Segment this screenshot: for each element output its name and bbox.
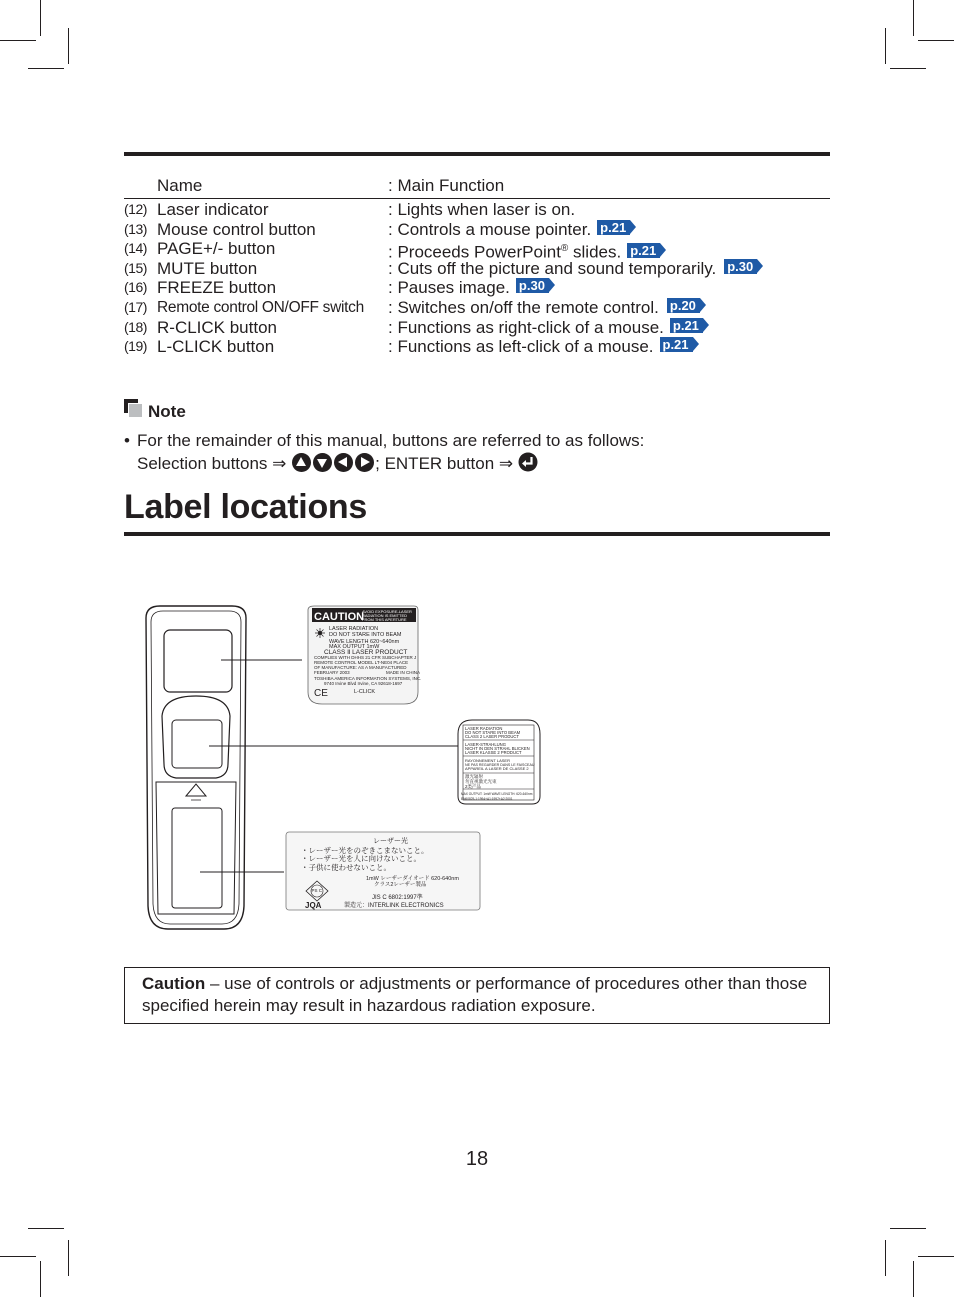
crop-mark (68, 28, 69, 64)
svg-text:2类产品: 2类产品 (465, 784, 482, 789)
crop-mark (918, 40, 954, 41)
section-rule (124, 532, 830, 536)
row-name: PAGE+/- button (157, 239, 276, 259)
svg-text:CLASS Ⅱ LASER PRODUCT: CLASS Ⅱ LASER PRODUCT (324, 649, 408, 656)
svg-text:REMOTE CONTROL MODEL LT-NE04: REMOTE CONTROL MODEL LT-NE04 PLACE (314, 660, 409, 665)
crop-mark (40, 0, 41, 36)
crop-mark (890, 68, 926, 69)
crop-mark (40, 1261, 41, 1297)
page-ref-link[interactable]: p.30 (516, 278, 549, 293)
crop-mark (890, 1228, 926, 1229)
note-title: Note (148, 402, 186, 421)
page-ref-link[interactable]: p.20 (667, 298, 700, 313)
crop-mark (68, 1240, 69, 1276)
laser-radiation-label (458, 720, 540, 804)
selection-buttons-text: Selection buttons ⇒ (137, 454, 287, 473)
svg-text:JIS C 6802:1997準: JIS C 6802:1997準 (372, 895, 423, 901)
row-name: MUTE button (157, 258, 258, 278)
page-number: 18 (465, 1148, 489, 1170)
svg-text:RADIATION IS EMITTED: RADIATION IS EMITTED (362, 613, 408, 618)
enter-button-icon (518, 452, 538, 472)
crop-mark (28, 1228, 64, 1229)
row-name: Laser indicator (157, 200, 269, 219)
note-bullet: • (124, 431, 130, 450)
svg-text:TOSHIBA AMERICA INFORMATION SY: TOSHIBA AMERICA INFORMATION SYSTEMS, INC. (314, 676, 422, 681)
row-name: L-CLICK button (157, 337, 275, 357)
svg-text:LASER RADIATION: LASER RADIATION (329, 626, 379, 632)
svg-text:LASER RADIATION: LASER RADIATION (465, 726, 503, 731)
note-icon (124, 399, 142, 417)
svg-text:COMPLIES WITH DHHS 21 CFR SUBC: COMPLIES WITH DHHS 21 CFR SUBCHAPTER J (314, 655, 417, 660)
table-row (124, 318, 830, 338)
svg-text:EN60825-1:1994+A1:1997+A2:2001: EN60825-1:1994+A1:1997+A2:2001 (461, 797, 513, 801)
page-ref-link[interactable]: p.21 (660, 337, 693, 352)
row-function: : Switches on/off the remote control. p.20 (388, 298, 700, 318)
right-button-icon (355, 453, 374, 472)
row-function: : Pauses image. p.30 (388, 278, 549, 298)
svg-text:・子供に使わせないこと。: ・子供に使わせないこと。 (301, 863, 391, 872)
svg-text:APPAREIL A LASER DE CLASSE 2: APPAREIL A LASER DE CLASSE 2 (465, 766, 529, 771)
svg-text:LASER-STRAHLUNG: LASER-STRAHLUNG (465, 742, 506, 747)
svg-text:MADE IN CHINA: MADE IN CHINA (386, 670, 421, 675)
crop-mark (885, 28, 886, 64)
row-number: (13) (124, 220, 147, 237)
svg-text:CLASS 2 LASER PRODUCT: CLASS 2 LASER PRODUCT (465, 734, 519, 739)
svg-text:・レーザー光をのぞきこまないこと。: ・レーザー光をのぞきこまないこと。 (301, 846, 429, 855)
crop-mark (28, 68, 64, 69)
svg-text:勿直视激光光束: 勿直视激光光束 (465, 779, 497, 784)
header-name: Name (157, 176, 203, 195)
crop-mark (913, 0, 914, 36)
row-function: : Functions as left-click of a mouse. p.21 (388, 337, 693, 357)
table-row (124, 259, 830, 279)
remote-control-back (146, 606, 246, 929)
caution-text: Caution – use of controls or adjustments or performance of procedures other than those specified herein may result in hazardous radiation exposure. (142, 974, 808, 1015)
row-number: (12) (124, 201, 147, 217)
svg-text:激光辐射: 激光辐射 (465, 774, 483, 779)
table-row (124, 239, 830, 262)
ce-mark: CE (314, 688, 328, 699)
row-name: Remote control ON/OFF switch (157, 298, 364, 316)
crop-mark (913, 1261, 914, 1297)
svg-text:WAVE LENGTH 620~640nm: WAVE LENGTH 620~640nm (329, 639, 400, 645)
laser-warning-icon (315, 628, 325, 638)
left-button-icon (334, 453, 353, 472)
row-function: : Proceeds PowerPoint® slides. p.21 (388, 239, 660, 262)
function-table (124, 200, 830, 357)
svg-text:AVOID EXPOSURE-LASER: AVOID EXPOSURE-LASER (362, 609, 412, 614)
svg-text:FEBRUARY 2003: FEBRUARY 2003 (314, 670, 350, 675)
svg-text:MAX OUTPUT 1mW: MAX OUTPUT 1mW (329, 644, 380, 650)
svg-text:NE PAS REGARDER DANS LE FAISCE: NE PAS REGARDER DANS LE FAISCEAU (465, 763, 535, 767)
page-ref-link[interactable]: p.21 (627, 243, 660, 258)
svg-text:RAYONNEMENT LASER: RAYONNEMENT LASER (465, 758, 510, 763)
row-number: (15) (124, 259, 147, 276)
down-button-icon (313, 453, 332, 472)
svg-text:FROM THIS APERTURE: FROM THIS APERTURE (362, 617, 407, 622)
row-number: (17) (124, 298, 147, 315)
svg-text:DO NOT STARE INTO BEAM: DO NOT STARE INTO BEAM (329, 632, 402, 638)
svg-text:製造元：INTERLINK ELECTRONICS: 製造元：INTERLINK ELECTRONICS (344, 903, 444, 909)
svg-text:MAX OUTPUT: 1mW WAVE LENGTH: 6: MAX OUTPUT: 1mW WAVE LENGTH: 620-640nm (461, 792, 533, 796)
svg-text:・レーザー光を人に向けないこと。: ・レーザー光を人に向けないこと。 (301, 854, 421, 863)
note-line-1: For the remainder of this manual, buttons are referred to as follows: (137, 431, 645, 450)
page-ref-link[interactable]: p.21 (597, 220, 630, 235)
crop-mark (0, 40, 36, 41)
up-button-icon (292, 453, 311, 472)
page-ref-link[interactable]: p.30 (724, 259, 757, 274)
row-name: FREEZE button (157, 278, 277, 298)
svg-text:L-CLICK: L-CLICK (354, 689, 376, 695)
svg-text:PS C: PS C (311, 888, 323, 893)
svg-text:NICHT IN DEN STRAHL BLICKEN: NICHT IN DEN STRAHL BLICKEN (465, 746, 530, 751)
jis-laser-label (286, 832, 480, 910)
row-function: : Controls a mouse pointer. p.21 (388, 220, 630, 240)
row-name: R-CLICK button (157, 317, 277, 337)
table-header (124, 176, 830, 199)
crop-mark (885, 1240, 886, 1276)
label-locations-diagram (124, 596, 554, 936)
svg-text:DO NOT STARE INTO BEAM: DO NOT STARE INTO BEAM (465, 730, 521, 735)
page-ref-link[interactable]: p.21 (670, 318, 703, 333)
svg-text:CAUTION: CAUTION (314, 611, 365, 623)
row-function: : Lights when laser is on. (388, 200, 576, 219)
table-row (124, 220, 830, 240)
crop-mark (0, 1256, 36, 1257)
table-top-rule (124, 152, 830, 156)
crop-mark (918, 1256, 954, 1257)
svg-text:レーザー光: レーザー光 (373, 838, 408, 845)
jqa-logo: JQA (305, 901, 322, 910)
row-name: Mouse control button (157, 219, 316, 239)
svg-text:LASER KLASSE 2 PRODUCT: LASER KLASSE 2 PRODUCT (465, 750, 522, 755)
table-row (124, 278, 830, 298)
table-row (124, 337, 830, 357)
row-number: (16) (124, 279, 147, 296)
svg-text:9740 Irvine Blvd Irvine, CA 92: 9740 Irvine Blvd Irvine, CA 92618-1697 (324, 681, 403, 686)
table-row (124, 200, 830, 220)
row-function: : Functions as right-click of a mouse. p.21 (388, 318, 703, 338)
row-function: : Cuts off the picture and sound temporarily. p.30 (388, 259, 757, 279)
row-number: (19) (124, 338, 147, 355)
row-number: (14) (124, 240, 147, 257)
header-function: : Main Function (388, 176, 505, 195)
svg-text:クラス2レーザー製品: クラス2レーザー製品 (374, 882, 427, 888)
svg-text:OF MANUFACTURE: AS A MANUFACTU: OF MANUFACTURE: AS A MANUFACTURED (314, 665, 407, 670)
caution-box (124, 967, 830, 1024)
table-row (124, 298, 830, 318)
svg-text:1mW レーザーダイオード 620-640nm: 1mW レーザーダイオード 620-640nm (366, 876, 459, 882)
note-line-2 (137, 452, 538, 474)
section-title: Label locations (124, 488, 367, 526)
enter-button-text: ; ENTER button ⇒ (375, 454, 514, 473)
row-number: (18) (124, 318, 147, 335)
caution-label (308, 606, 421, 704)
